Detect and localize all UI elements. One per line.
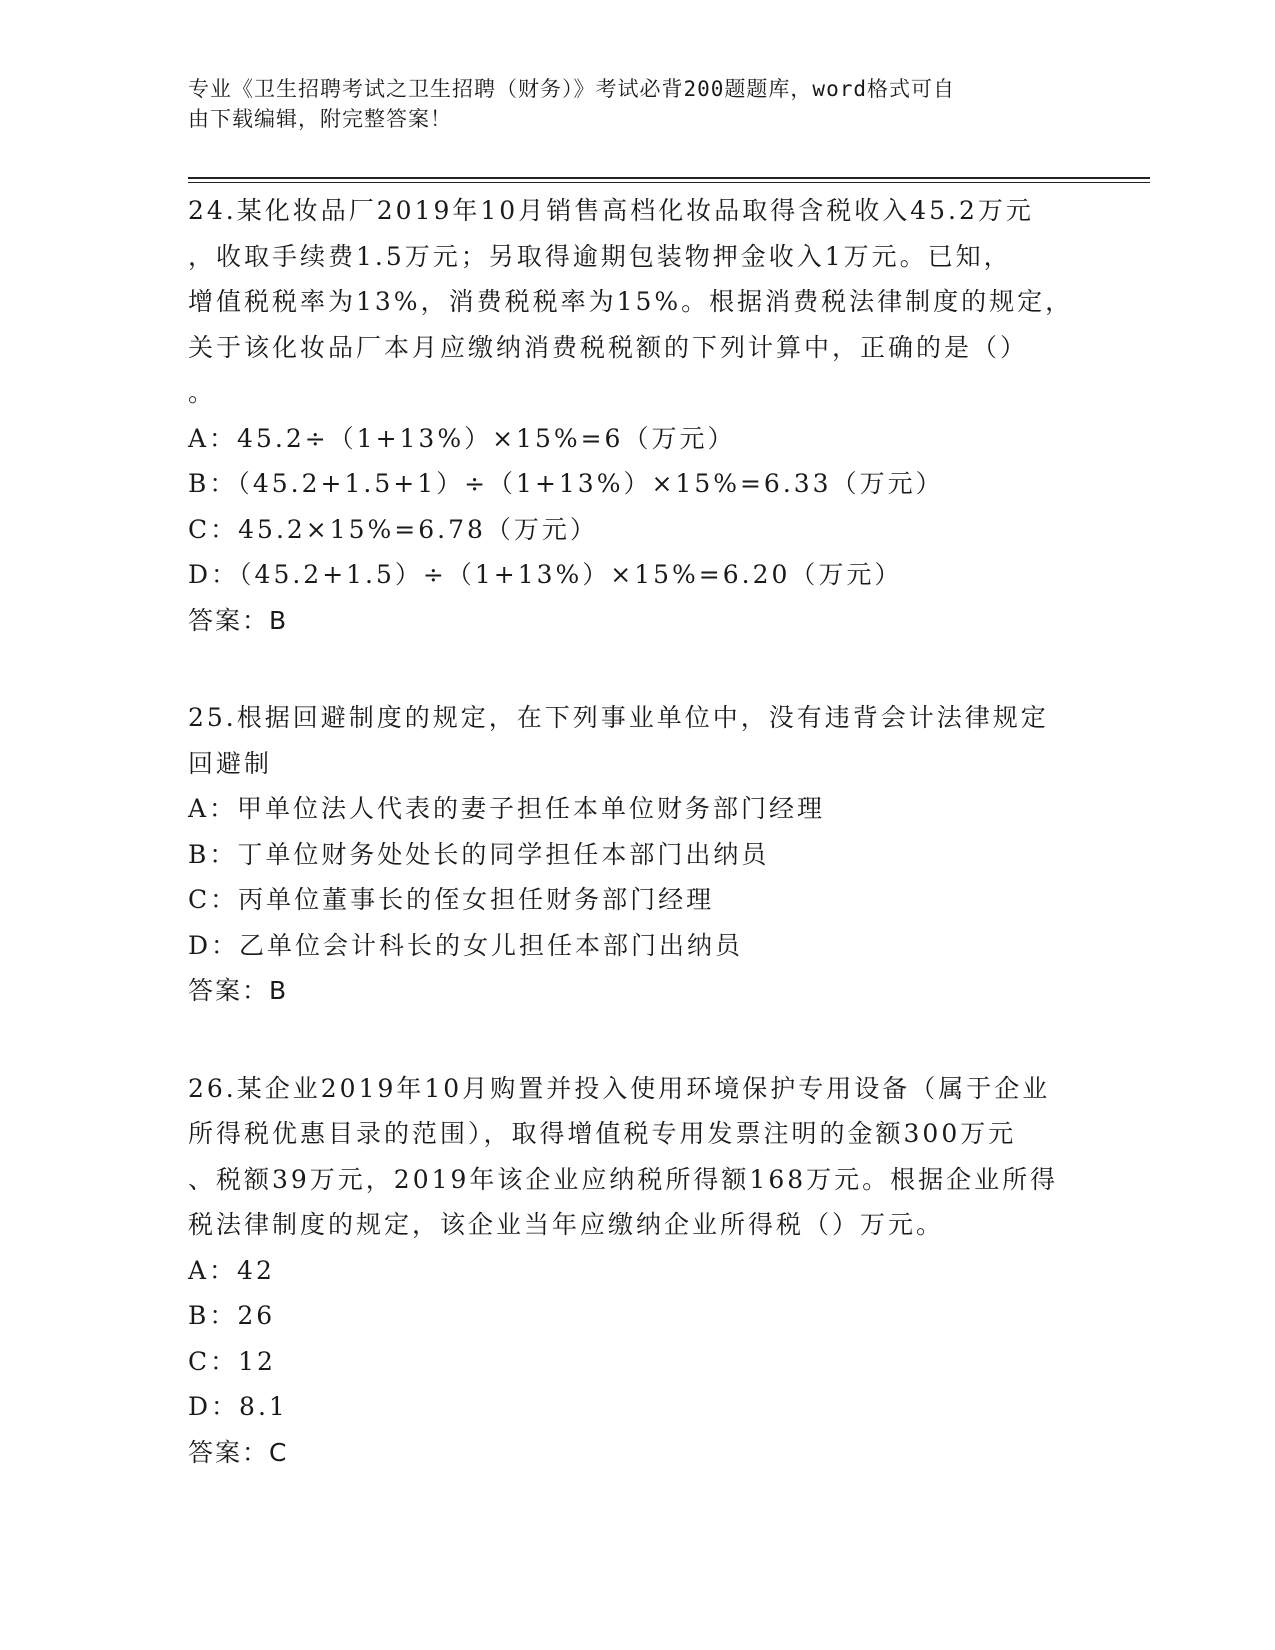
- question-list: [188, 188, 1088, 1527]
- question-26: [188, 1066, 1088, 1476]
- option-c: C：12: [188, 1346, 276, 1376]
- option-b: B：26: [188, 1301, 276, 1330]
- question-line: 26.某企业2019年10月购置并投入使用环境保护专用设备（属于企业: [188, 1073, 1051, 1103]
- question-line: 25.根据回避制度的规定，在下列事业单位中，没有违背会计法律规定: [188, 703, 1049, 732]
- answer: 答案：B: [188, 605, 289, 635]
- document-header: [188, 74, 1068, 134]
- option-c: C：丙单位董事长的侄女担任财务部门经理: [188, 885, 715, 914]
- question-line: 关于该化妆品厂本月应缴纳消费税税额的下列计算中，正确的是（）: [188, 332, 1029, 362]
- option-a: A：甲单位法人代表的妻子担任本单位财务部门经理: [188, 794, 826, 823]
- question-line: 增值税税率为13%，消费税税率为15%。根据消费税法律制度的规定，: [188, 287, 1074, 316]
- answer: 答案：C: [188, 1437, 289, 1467]
- question-25: [188, 695, 1088, 1014]
- header-line-1: 专业《卫生招聘考试之卫生招聘（财务）》考试必背200题题库，word格式可自: [188, 77, 955, 101]
- question-line: ，收取手续费1.5万元；另取得逾期包装物押金收入1万元。已知，: [188, 241, 1012, 271]
- option-b: B：丁单位财务处处长的同学担任本部门出纳员: [188, 839, 770, 869]
- option-c: C：45.2×15%=6.78（万元）: [188, 514, 598, 544]
- question-line: 。: [188, 378, 217, 407]
- header-rule-thick: [188, 177, 1150, 179]
- question-line: 税法律制度的规定，该企业当年应缴纳企业所得税（）万元。: [188, 1210, 945, 1239]
- question-line: 回避制: [188, 748, 273, 778]
- question-line: 、税额39万元，2019年该企业应纳税所得额168万元。根据企业所得: [188, 1164, 1059, 1194]
- answer: 答案：B: [188, 976, 289, 1005]
- option-d: D：乙单位会计科长的女儿担任本部门出纳员: [188, 930, 744, 960]
- option-d: D：8.1: [188, 1392, 288, 1421]
- option-a: A：45.2÷（1+13%）×15%=6（万元）: [188, 423, 736, 453]
- option-a: A：42: [188, 1255, 275, 1285]
- header-line-2: 由下载编辑，附完整答案！: [188, 107, 452, 131]
- option-d: D：（45.2+1.5）÷（1+13%）×15%=6.20（万元）: [188, 560, 903, 589]
- question-line: 24.某化妆品厂2019年10月销售高档化妆品取得含税收入45.2万元: [188, 196, 1034, 225]
- question-line: 所得税优惠目录的范围），取得增值税专用发票注明的金额300万元: [188, 1119, 1017, 1148]
- header-rule-thin: [188, 182, 1150, 183]
- question-24: [188, 188, 1088, 643]
- option-b: B：（45.2+1.5+1）÷（1+13%）×15%=6.33（万元）: [188, 469, 944, 498]
